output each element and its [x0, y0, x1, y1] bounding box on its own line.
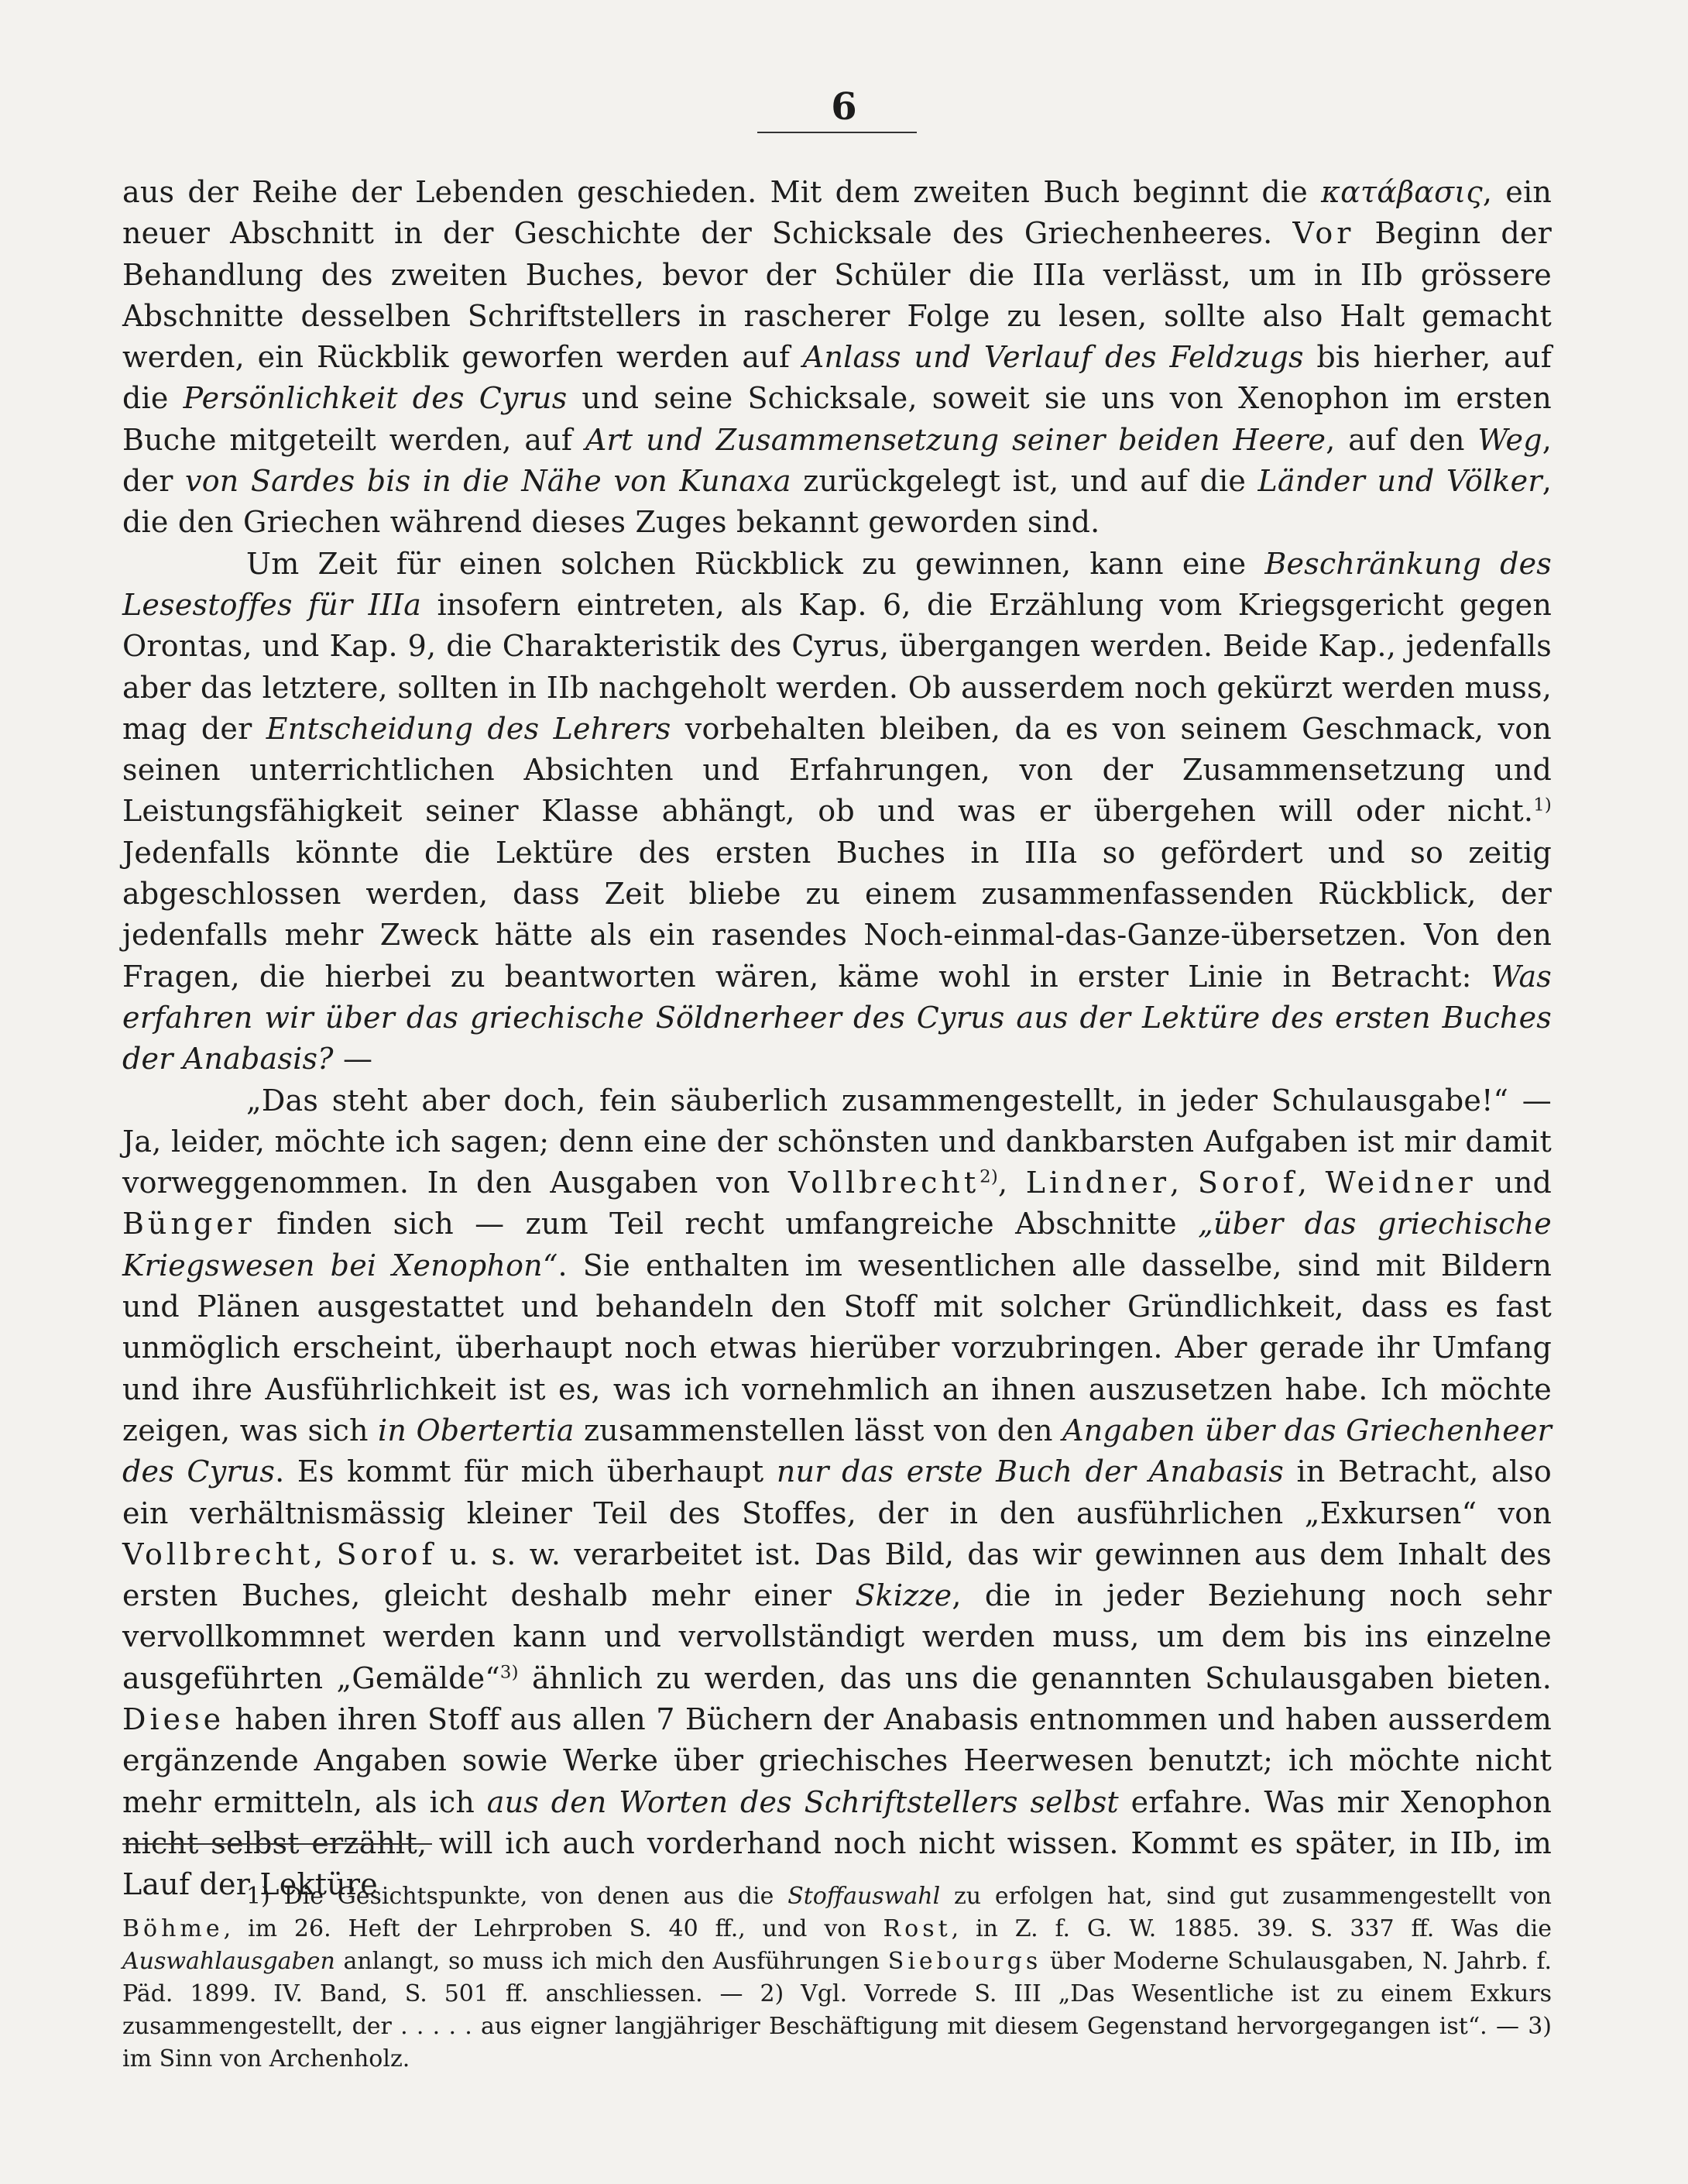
spaced-name: Rost — [883, 1915, 952, 1942]
text-run: — — [333, 1042, 373, 1077]
text-run: und — [1476, 1166, 1552, 1200]
text-run: insofern eintreten, als Kap. 6, die Erzählung vom Kriegsgericht gegen Orontas, und Kap. 9, die Charakteristik des Cyrus, übergangen werden. Beide Kap., jedenfalls aber das letztere, sollten in IIb nachgeholt werden. Ob ausserdem noch gekürzt werden muss, mag der — [122, 587, 1552, 746]
text-run: über Moderne Schulausgaben, N. Jahrb. f. Päd. 1899. IV. Band, S. 501 ff. anschliessen. — 2) Vgl. Vorrede S. III „Das Wesentliche ist zu einem Exkurs zusammengestellt, der . . . . . aus eigner langjähriger Beschäftigung mit diesem Gegenstand hervorgegangen ist“. — 3) im Sinn von Archenholz. — [122, 1948, 1552, 2072]
text-run: „Das steht aber doch, fein säuberlich zusammengestellt, in jeder Schulausgabe!“ — Ja, leider, möchte ich sagen; denn eine der schönsten und dankbarsten Aufgaben ist mir damit vorweggenommen. In den Ausgaben von — [122, 1083, 1552, 1200]
text-run: , — [314, 1537, 337, 1571]
text-run: zurückgelegt ist, und auf die — [791, 464, 1258, 499]
italic-text: Entscheidung des Lehrers — [266, 711, 671, 746]
footnotes — [122, 1880, 1552, 2076]
footnote-rule — [122, 1843, 432, 1845]
text-run: Beginn der Behandlung des zweiten Buches, bevor der Schüler die IIIa verlässt, um in IIb grössere Abschnitte desselben Schriftstellers in rascherer Folge zu lesen, sollte also Halt gemacht werden, ein Rückblik geworfen werden auf — [122, 216, 1552, 375]
footnote-1 — [122, 1880, 1552, 2076]
text-run: , im 26. Heft der Lehrproben S. 40 ff., und von — [223, 1915, 883, 1942]
italic-text: Weg — [1477, 422, 1542, 457]
italic-text: Angaben über das Griechenheer des Cyrus — [122, 1413, 1552, 1489]
text-run: . Sie enthalten im wesentlichen alle dasselbe, sind mit Bildern und Plänen ausgestattet und behandeln den Stoff mit solcher Gründlichkeit, dass es fast unmöglich erscheint, überhaupt noch etwas hierüber vorzubringen. Aber gerade ihr Umfang und ihre Ausführlichkeit ist es, was ich vornehmlich an ihnen auszusetzen habe. Ich möchte zeigen, was sich — [122, 1248, 1552, 1447]
italic-text: κατάβασις — [1321, 175, 1483, 209]
text-run: u. s. w. verarbeitet ist. Das Bild, das wir gewinnen aus dem Inhalt des ersten Buches, gleicht deshalb mehr einer — [122, 1537, 1552, 1613]
text-run: anlangt, so muss ich mich den Ausführungen — [335, 1948, 888, 1975]
text-run: aus der Reihe der Lebenden geschieden. Mit dem zweiten Buch beginnt die — [122, 175, 1322, 209]
text-run: zusammenstellen lässt von den — [574, 1413, 1063, 1447]
paragraph-1 — [122, 172, 1552, 544]
spaced-name: Lindner — [1025, 1166, 1171, 1200]
text-run: ähnlich zu werden, das uns die genannten Schulausgaben bieten. — [518, 1660, 1552, 1695]
footnote-marker: 3) — [499, 1662, 519, 1683]
body-text — [122, 172, 1552, 1905]
spaced-name: Vor — [1292, 216, 1355, 251]
spaced-name: Sorof — [1197, 1166, 1298, 1200]
text-run: , — [997, 1166, 1026, 1200]
italic-text: Art und Zusammensetzung seiner beiden Heere — [585, 422, 1326, 457]
text-run: haben ihren Stoff aus allen 7 Büchern der Anabasis entnommen und haben ausserdem ergänzende Angaben sowie Werke über griechisches Heerwesen benutzt; ich möchte nicht mehr ermitteln, als ich — [122, 1702, 1552, 1819]
text-run: , — [1170, 1166, 1198, 1200]
italic-text: Was erfahren wir über das griechische Söldnerheer des Cyrus aus der Lektüre des ersten Buches der Anabasis? — [122, 959, 1552, 1077]
text-run: und seine Schicksale, soweit sie uns von Xenophon im ersten Buche mitgeteilt werden, auf — [122, 381, 1552, 457]
italic-text: Stoffauswahl — [787, 1883, 941, 1910]
text-run: , die den Griechen während dieses Zuges bekannt geworden sind. — [122, 464, 1552, 540]
text-run: . Es kommt für mich überhaupt — [275, 1454, 777, 1489]
spaced-name: Siebourgs — [887, 1948, 1042, 1975]
italic-text: aus den Worten des Schriftstellers selbst — [486, 1784, 1119, 1819]
spaced-name: Böhme — [122, 1915, 224, 1942]
italic-text: Anlass und Verlauf des Feldzugs — [802, 340, 1304, 375]
text-run: , in Z. f. G. W. 1885. 39. S. 337 ff. Was die — [951, 1915, 1552, 1942]
text-run: , auf den — [1326, 422, 1478, 457]
text-run: , — [1297, 1166, 1326, 1200]
italic-text: Skizze — [855, 1578, 952, 1613]
text-run: in Betracht, also ein verhältnismässig kleiner Teil des Stoffes, der in den ausführlichen „Exkursen“ von — [122, 1454, 1552, 1530]
text-run: vorbehalten bleiben, da es von seinem Geschmack, von seinen unterrichtlichen Absichten und Erfahrungen, von der Zusammensetzung und Leistungsfähigkeit seiner Klasse abhängt, ob und was er übergehen will oder nicht. — [122, 711, 1552, 829]
text-run: , ein neuer Abschnitt in der Geschichte der Schicksale des Griechenheeres. — [122, 175, 1552, 251]
italic-text: Länder und Völker — [1257, 464, 1542, 499]
text-run: 1) Die Gesichtspunkte, von denen aus die — [246, 1883, 788, 1910]
spaced-name: Sorof — [336, 1537, 437, 1571]
text-run: bis hierher, auf die — [122, 340, 1552, 416]
italic-text: „über das griechische Kriegswesen bei Xenophon“ — [122, 1207, 1552, 1283]
text-run: Jedenfalls könnte die Lektüre des ersten Buches in IIIa so gefördert und so zeitig abgeschlossen werden, dass Zeit bliebe zu einem zusammenfassenden Rückblick, der jedenfalls mehr Zweck hätte als ein rasendes Noch-einmal-das-Ganze-übersetzen. Von den Fragen, die hierbei zu beantworten wären, käme wohl in erster Linie in Betracht: — [122, 835, 1552, 994]
text-run: finden sich — zum Teil recht umfangreiche Abschnitte — [255, 1207, 1199, 1241]
text-run: erfahre. Was mir Xenophon nicht selbst erzählt, will ich auch vorderhand noch nicht wissen. Kommt es später, in IIb, im Lauf der Lektüre — [122, 1784, 1552, 1902]
italic-text: von Sardes bis in die Nähe von Kunaxa — [185, 464, 791, 499]
italic-text: Persönlichkeit des Cyrus — [183, 381, 568, 416]
page-number: 6 — [831, 85, 857, 129]
spaced-name: Vollbrecht — [122, 1537, 314, 1571]
text-run: Um Zeit für einen solchen Rückblick zu gewinnen, kann eine — [246, 546, 1265, 581]
spaced-name: Bünger — [122, 1207, 256, 1241]
italic-text: in Obertertia — [378, 1413, 575, 1447]
page-number-rule — [757, 132, 917, 133]
spaced-name: Vollbrecht — [787, 1166, 980, 1200]
italic-text: Auswahlausgaben — [122, 1948, 335, 1975]
spaced-name: Diese — [122, 1702, 225, 1736]
italic-text: Beschränkung des Lesestoffes für IIIa — [122, 546, 1552, 622]
text-run: , die in jeder Beziehung noch sehr vervollkommnet werden kann und vervollständigt werden muss, um dem bis ins einzelne ausgeführten „Gemälde“ — [122, 1578, 1552, 1695]
italic-text: nur das erste Buch der Anabasis — [776, 1454, 1284, 1489]
text-run: , der — [122, 422, 1552, 499]
paragraph-3 — [122, 1080, 1552, 1906]
footnote-marker: 1) — [1533, 795, 1552, 816]
footnote-marker: 2) — [980, 1166, 998, 1187]
paragraph-2 — [122, 544, 1552, 1080]
spaced-name: Weidner — [1325, 1166, 1477, 1200]
text-run: zu erfolgen hat, sind gut zusammengestellt von — [940, 1883, 1552, 1910]
